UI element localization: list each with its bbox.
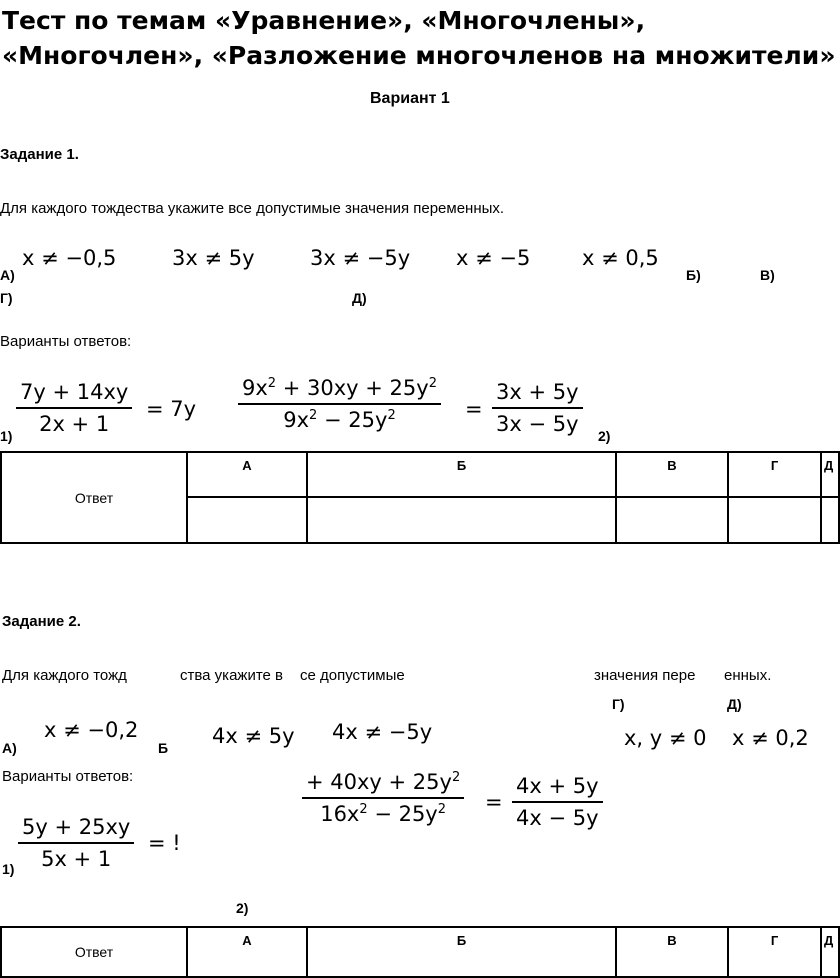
task2-condition-d: x ≠ 0,2 bbox=[732, 726, 809, 750]
task1-heading: Задание 1. bbox=[0, 146, 79, 163]
task2-condition-b: 4x ≠ 5y bbox=[212, 724, 295, 748]
task2-condition-a: x ≠ −0,2 bbox=[44, 718, 139, 742]
task2-condition-v: 4x ≠ −5y bbox=[332, 720, 433, 744]
task1-condition-b: 3x ≠ 5y bbox=[172, 246, 255, 270]
task1-answer-cell-v[interactable] bbox=[616, 497, 728, 543]
task2-item2-label: 2) bbox=[236, 900, 249, 916]
task1-options-heading: Варианты ответов: bbox=[0, 333, 132, 350]
task2-label-g: Г) bbox=[612, 696, 625, 712]
task2-answer-table bbox=[0, 926, 840, 978]
task1-item2-label: 2) bbox=[598, 428, 611, 444]
task1-item1-rhs: = 7y bbox=[146, 397, 197, 421]
task2-item1-numerator: 5y + 25xy bbox=[18, 815, 134, 844]
task1-item1-numerator: 7y + 14xy bbox=[16, 380, 132, 409]
task2-item2-rhs-fraction bbox=[512, 774, 603, 830]
task2-instruction-part1: Для каждого тожд bbox=[2, 667, 127, 684]
task1-item1-denominator: 2x + 1 bbox=[39, 412, 110, 436]
task2-label-d: Д) bbox=[727, 696, 742, 712]
task1-col-a: А bbox=[187, 452, 307, 497]
task1-instruction: Для каждого тождества укажите все допустимые значения переменных. bbox=[0, 200, 505, 217]
task2-instruction-part2: ства укажите в bbox=[180, 667, 284, 684]
task1-item2-denominator: $9x^2 - 25y^2$ bbox=[283, 408, 396, 432]
task2-item2-rhs-denominator: 4x − 5y bbox=[516, 806, 599, 830]
task2-options-heading: Варианты ответов: bbox=[2, 768, 134, 785]
task1-item2-rhs-fraction bbox=[492, 380, 583, 436]
task1-answer-cell-b[interactable] bbox=[307, 497, 616, 543]
task1-item2-fraction bbox=[238, 376, 441, 432]
task1-label-b: Б) bbox=[686, 267, 701, 283]
task1-condition-g: x ≠ −5 bbox=[456, 246, 531, 270]
task2-col-b: Б bbox=[307, 927, 616, 977]
task2-col-v: В bbox=[616, 927, 728, 977]
task1-answer-table bbox=[0, 451, 840, 544]
task1-item1-fraction bbox=[16, 380, 132, 436]
task2-label-a: А) bbox=[2, 740, 17, 756]
task2-heading: Задание 2. bbox=[2, 613, 81, 630]
task1-label-v: В) bbox=[760, 267, 775, 283]
task1-item2-rhs-numerator: 3x + 5y bbox=[492, 380, 583, 409]
task2-item2-equals: = bbox=[485, 790, 503, 814]
task1-answer-label: Ответ bbox=[1, 452, 187, 543]
task2-item1-fraction bbox=[18, 815, 134, 871]
task1-label-d: Д) bbox=[352, 290, 367, 306]
task2-instruction-part5: енных. bbox=[724, 667, 772, 684]
task2-item2-rhs-numerator: 4x + 5y bbox=[512, 774, 603, 803]
task1-condition-d: x ≠ 0,5 bbox=[582, 246, 659, 270]
page-title-line2: «Многочлен», «Разложение многочленов на множители» bbox=[2, 41, 836, 70]
task1-answer-cell-d[interactable] bbox=[821, 497, 839, 543]
task1-col-b: Б bbox=[307, 452, 616, 497]
task1-answer-cell-g[interactable] bbox=[728, 497, 821, 543]
task1-item2-rhs-denominator: 3x − 5y bbox=[496, 412, 579, 436]
task2-instruction-part4: значения пере bbox=[594, 667, 696, 684]
task2-item2-fraction bbox=[302, 770, 464, 826]
task1-col-g: Г bbox=[728, 452, 821, 497]
task2-item1-label: 1) bbox=[2, 861, 15, 877]
task2-item2-denominator: $16x^2 - 25y^2$ bbox=[320, 802, 447, 826]
task1-col-d: Д bbox=[821, 452, 839, 497]
task1-label-a: А) bbox=[0, 267, 15, 283]
task1-answer-cell-a[interactable] bbox=[187, 497, 307, 543]
task2-item1-denominator: 5x + 1 bbox=[41, 847, 112, 871]
task2-label-b: Б bbox=[158, 740, 169, 756]
task1-condition-v: 3x ≠ −5y bbox=[310, 246, 411, 270]
task1-item2-numerator: $9x^2 + 30xy + 25y^2$ bbox=[238, 376, 441, 405]
task2-item1-rhs: = ! bbox=[148, 831, 181, 855]
task2-col-d: Д bbox=[821, 927, 839, 977]
task1-col-v: В bbox=[616, 452, 728, 497]
task2-condition-g: x, y ≠ 0 bbox=[624, 726, 707, 750]
task1-label-g: Г) bbox=[0, 290, 13, 306]
task2-col-g: Г bbox=[728, 927, 821, 977]
task2-answer-label: Ответ bbox=[1, 927, 187, 977]
task2-col-a: А bbox=[187, 927, 307, 977]
page-title-line1: Тест по темам «Уравнение», «Многочлены», bbox=[2, 6, 646, 35]
variant-label: Вариант 1 bbox=[370, 90, 450, 107]
task1-condition-a: x ≠ −0,5 bbox=[22, 246, 117, 270]
task2-item2-numerator: + $40xy + 25y^2$ bbox=[302, 770, 464, 799]
task1-item2-equals: = bbox=[465, 397, 483, 421]
task1-item1-label: 1) bbox=[0, 428, 13, 444]
task2-instruction-part3: се допустимые bbox=[300, 667, 405, 684]
